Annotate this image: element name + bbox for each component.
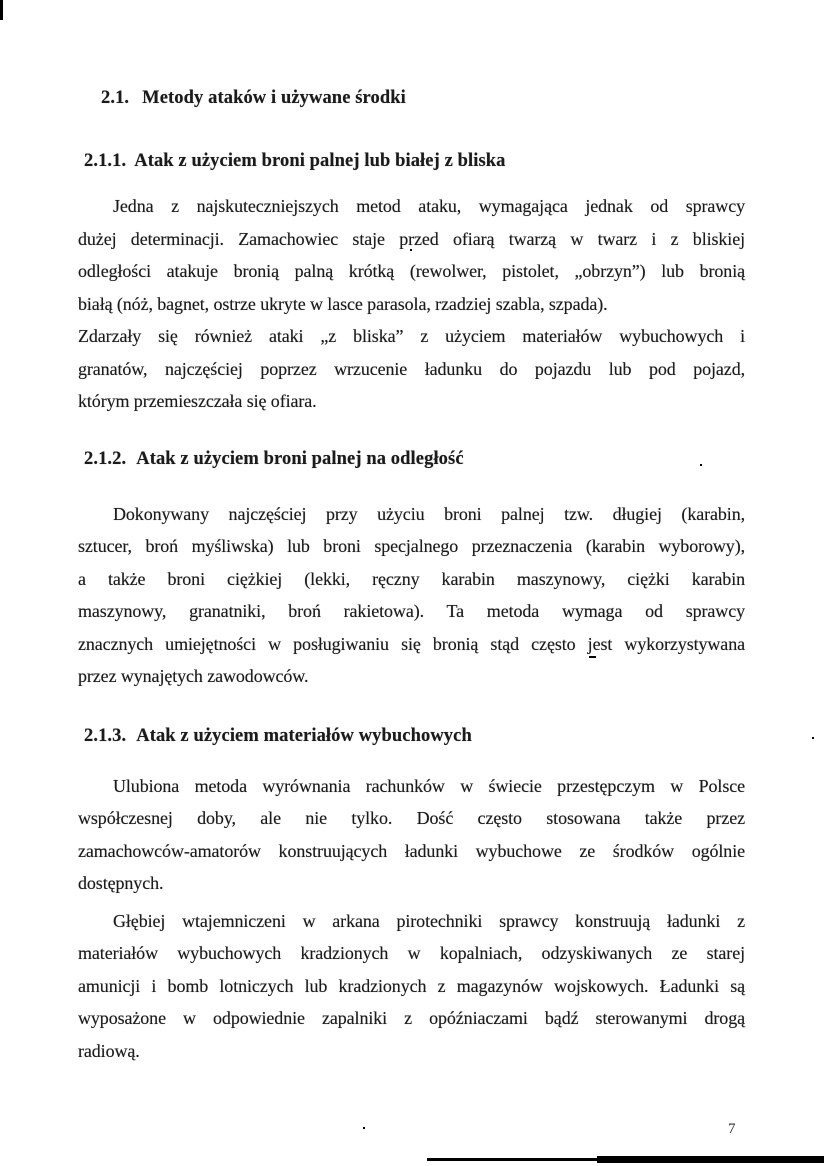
paragraph <box>78 905 745 1068</box>
section-heading-2-1-2 <box>84 447 745 472</box>
paragraph <box>78 320 745 418</box>
paragraph <box>78 498 745 693</box>
text-line: radiową. <box>78 1040 140 1061</box>
scan-artifact-bottom-bar-thin <box>427 1158 599 1161</box>
text-line: materiałów wybuchowych kradzionych w kopalniach, odzyskiwanych ze starej <box>78 943 745 963</box>
section-title: Metody ataków i używane środki <box>142 88 406 108</box>
text-line: dostępnych. <box>78 873 164 893</box>
text-line: granatów, najczęściej poprzez wrzucenie ładunku do pojazdu lub pod pojazd, <box>78 358 745 379</box>
page-number: 7 <box>728 1121 736 1137</box>
text-line: znacznych umiejętności w posługiwaniu się bronią stąd często jest wykorzystywana <box>78 633 745 654</box>
text-line: wyposażone w odpowiednie zapalniki z opóźniaczami bądź sterowanymi drogą <box>78 1008 745 1028</box>
section-heading-2-1-3 <box>84 724 745 749</box>
text-line: przez wynajętych zawodowców. <box>78 666 309 686</box>
text-line: sztucer, broń myśliwska) lub broni specjalnego przeznaczenia (karabin wyborowy), <box>78 536 745 556</box>
page-content <box>78 86 745 1067</box>
text-line: Zdarzały się również ataki „z bliska” z użyciem materiałów wybuchowych i <box>78 326 745 346</box>
text-line: maszynowy, granatniki, broń rakietowa). Ta metoda wymaga od sprawcy <box>78 601 745 621</box>
section-number: 2.1.3. <box>84 725 127 746</box>
text-line: Głębiej wtajemniczeni w arkana pirotechniki sprawcy konstruują ładunki z <box>113 910 745 931</box>
text-line: którym przemieszczała się ofiara. <box>78 391 317 411</box>
scan-speck <box>812 737 814 739</box>
section-heading-2-1-1 <box>84 149 745 174</box>
scan-speck <box>589 656 596 658</box>
section-title: Atak z użyciem broni palnej lub białej z bliska <box>134 151 506 171</box>
text-line: amunicji i bomb lotniczych lub kradzionych z magazynów wojskowych. Ładunki są <box>78 975 745 996</box>
scan-speck <box>700 464 702 466</box>
scan-artifact-bottom-bar-thick <box>597 1156 824 1163</box>
paragraph <box>78 190 745 320</box>
text-line: zamachowców-amatorów konstruujących ładunki wybuchowe ze środków ogólnie <box>78 840 745 861</box>
paragraph <box>78 770 745 900</box>
text-line: Ulubiona metoda wyrównania rachunków w świecie przestępczym w Polsce <box>113 775 745 796</box>
text-line: współczesnej doby, ale nie tylko. Dość często stosowana także przez <box>78 808 745 828</box>
section-title: Atak z użyciem materiałów wybuchowych <box>136 725 472 746</box>
text-line: Dokonywany najczęściej przy użyciu broni palnej tzw. długiej (karabin, <box>113 503 745 524</box>
text-line: a także broni ciężkiej (lekki, ręczny karabin maszynowy, ciężki karabin <box>78 568 745 589</box>
scan-speck <box>410 249 412 251</box>
section-number: 2.1.2. <box>84 448 127 469</box>
scan-speck <box>363 1127 365 1129</box>
text-line: odległości atakuje bronią palną krótką (rewolwer, pistolet, „obrzyn”) lub bronią <box>78 261 745 281</box>
section-heading-2-1 <box>101 86 745 111</box>
text-line: białą (nóż, bagnet, ostrze ukryte w lasce parasola, rzadziej szabla, szpada). <box>78 293 608 314</box>
scan-artifact-corner-line <box>0 0 3 20</box>
section-number: 2.1. <box>101 88 130 108</box>
text-line: dużej determinacji. Zamachowiec staje przed ofiarą twarzą w twarz i z bliskiej <box>78 228 745 249</box>
section-number: 2.1.1. <box>84 151 127 171</box>
text-line: Jedna z najskuteczniejszych metod ataku, wymagająca jednak od sprawcy <box>113 196 745 216</box>
section-title: Atak z użyciem broni palnej na odległość <box>136 448 464 469</box>
